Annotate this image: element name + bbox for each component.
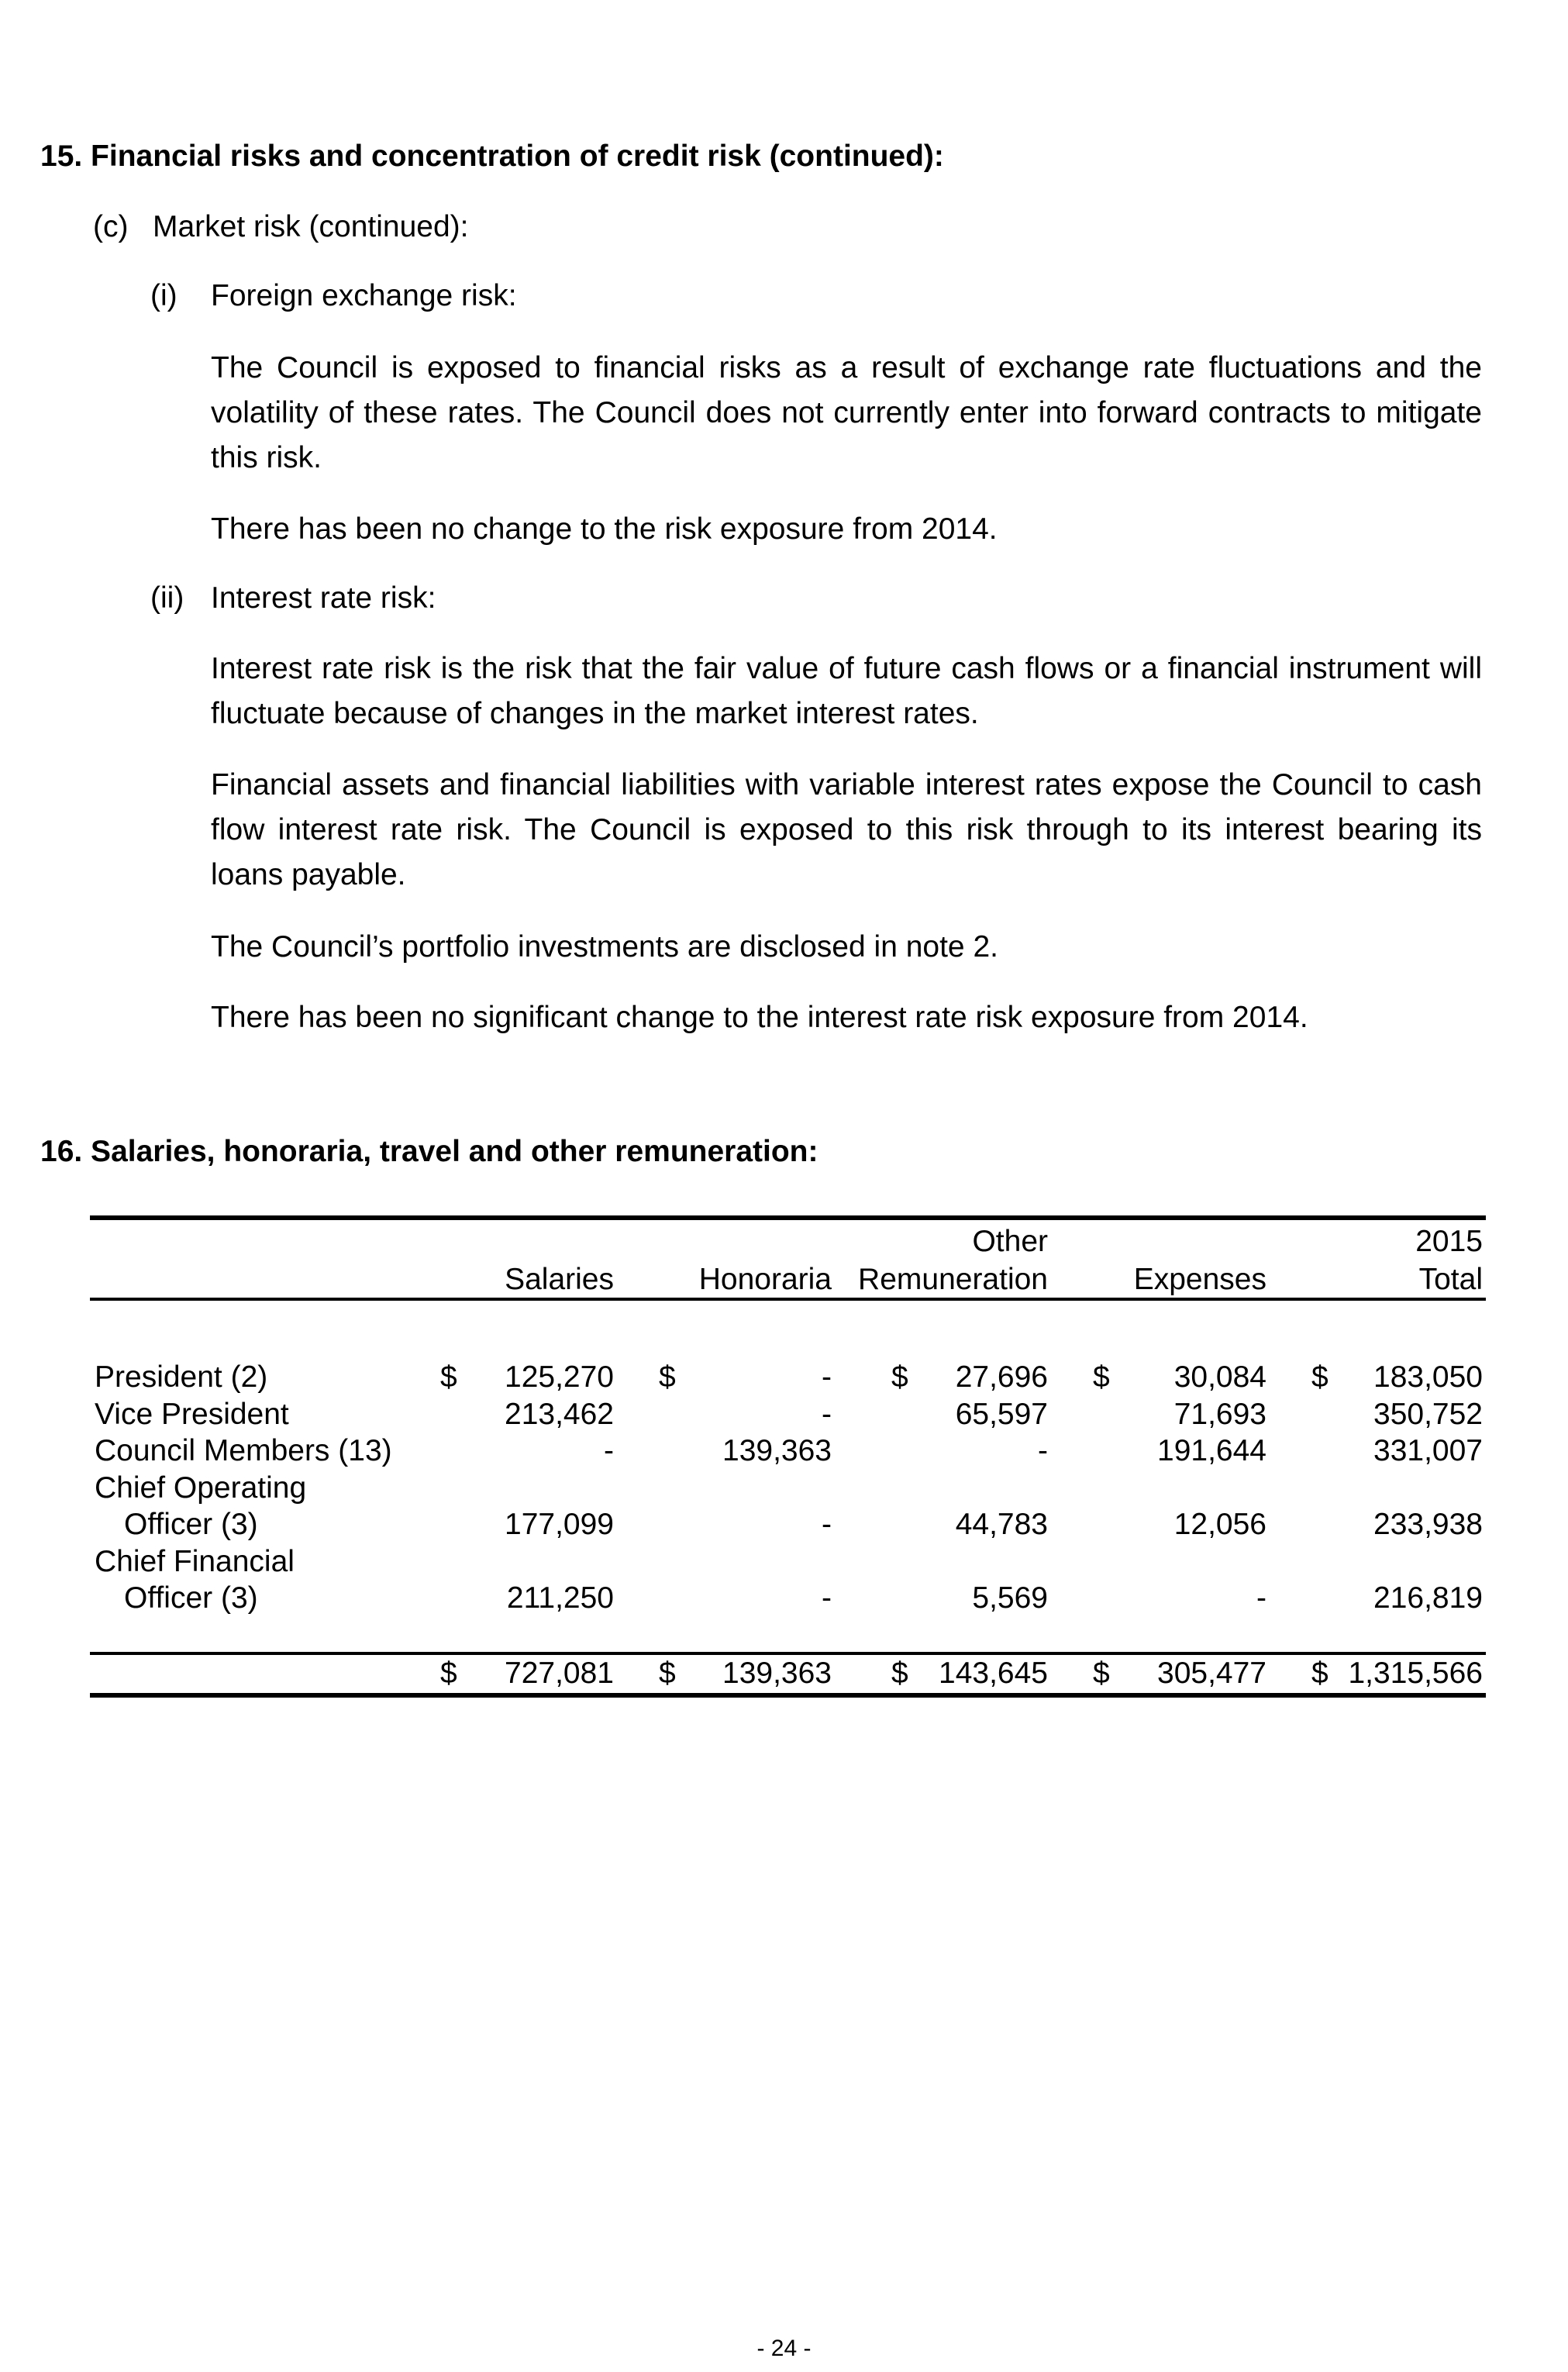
header-total-top: 2015 [1415, 1225, 1483, 1258]
currency-symbol: $ [440, 1657, 457, 1690]
cell-salaries: 211,250 [506, 1581, 614, 1615]
cell-salaries: 213,462 [505, 1397, 614, 1431]
cell-salaries: - [604, 1434, 614, 1467]
total-other-remuneration: 143,645 [939, 1657, 1048, 1690]
table-top-rule [90, 1215, 1486, 1220]
cell-other-remuneration: 5,569 [972, 1581, 1048, 1615]
cell-honoraria: - [822, 1397, 832, 1431]
header-salaries: Salaries [505, 1263, 614, 1296]
section-15-heading: 15. Financial risks and concentration of credit risk (continued): [40, 140, 944, 173]
cell-honoraria: - [822, 1360, 832, 1394]
sub-c-label: (c) [93, 210, 129, 243]
cell-expenses: 30,084 [1173, 1360, 1266, 1394]
currency-symbol: $ [659, 1360, 676, 1394]
total-honoraria: 139,363 [722, 1657, 832, 1690]
row-label: President (2) [95, 1360, 268, 1394]
header-other-remuneration: Remuneration [858, 1263, 1048, 1296]
cell-total: 233,938 [1373, 1508, 1483, 1541]
page-number: - 24 - [756, 2336, 812, 2361]
cell-honoraria: - [822, 1581, 832, 1615]
currency-symbol: $ [440, 1360, 457, 1394]
header-other-remuneration-top: Other [972, 1225, 1048, 1258]
cell-other-remuneration: 65,597 [955, 1397, 1048, 1431]
sub-ii-label: (ii) [150, 581, 184, 615]
currency-symbol: $ [659, 1657, 676, 1690]
sub-i-label: (i) [150, 279, 177, 312]
sub-ii-paragraph-4: There has been no significant change to the interest rate risk exposure from 2014. [211, 1001, 1308, 1034]
row-label: Chief Financial [95, 1544, 295, 1578]
row-label: Council Members (13) [95, 1434, 392, 1467]
table-bottom-rule [90, 1693, 1486, 1698]
header-total: Total [1418, 1263, 1483, 1296]
cell-honoraria: 139,363 [722, 1434, 832, 1467]
currency-symbol: $ [891, 1360, 908, 1394]
currency-symbol: $ [1093, 1360, 1110, 1394]
currency-symbol: $ [1093, 1657, 1110, 1690]
sub-c-title: Market risk (continued): [153, 210, 469, 243]
cell-total: 183,050 [1373, 1360, 1483, 1394]
currency-symbol: $ [1311, 1657, 1328, 1690]
row-label: Officer (3) [124, 1508, 258, 1541]
cell-total: 216,819 [1373, 1581, 1483, 1615]
sub-ii-paragraph-3: The Council’s portfolio investments are disclosed in note 2. [211, 930, 998, 964]
sub-i-title: Foreign exchange risk: [211, 279, 517, 312]
cell-other-remuneration: 44,783 [955, 1508, 1048, 1541]
currency-symbol: $ [1311, 1360, 1328, 1394]
row-label: Vice President [95, 1397, 289, 1431]
total-expenses: 305,477 [1157, 1657, 1266, 1690]
cell-other-remuneration: 27,696 [955, 1360, 1048, 1394]
sub-i-paragraph-1: The Council is exposed to financial risks as a result of exchange rate fluctuations and the volatility of these rates. The Council does not currently enter into forward contracts to mitigate this risk. [211, 351, 1482, 474]
row-label: Chief Operating [95, 1470, 307, 1505]
cell-salaries: 125,270 [505, 1360, 614, 1394]
cell-honoraria: - [822, 1508, 832, 1541]
cell-salaries: 177,099 [505, 1508, 614, 1541]
total-salaries: 727,081 [505, 1657, 614, 1690]
section-16-heading: 16. Salaries, honoraria, travel and other remuneration: [40, 1135, 818, 1168]
cell-total: 350,752 [1373, 1397, 1483, 1431]
cell-expenses: 12,056 [1173, 1508, 1266, 1541]
sub-ii-title: Interest rate risk: [211, 581, 436, 615]
sub-i-paragraph-2: There has been no change to the risk exposure from 2014. [211, 512, 998, 546]
sub-ii-paragraph-2: Financial assets and financial liabilities with variable interest rates expose the Council to cash flow interest rate risk. The Council is exposed to this risk through to its interest bearing its loans payable. [211, 768, 1482, 891]
sub-ii-paragraph-1: Interest rate risk is the risk that the fair value of future cash flows or a financial instrument will fluctuate because of changes in the market interest rates. [211, 652, 1482, 730]
row-label: Officer (3) [124, 1581, 258, 1615]
header-honoraria: Honoraria [698, 1263, 832, 1296]
total-total: 1,315,566 [1348, 1657, 1483, 1690]
cell-expenses: - [1256, 1581, 1266, 1615]
cell-expenses: 191,644 [1157, 1434, 1266, 1467]
cell-total: 331,007 [1373, 1434, 1483, 1467]
cell-expenses: 71,693 [1173, 1397, 1266, 1431]
header-expenses: Expenses [1133, 1263, 1266, 1296]
currency-symbol: $ [891, 1657, 908, 1690]
cell-other-remuneration: - [1038, 1434, 1048, 1467]
